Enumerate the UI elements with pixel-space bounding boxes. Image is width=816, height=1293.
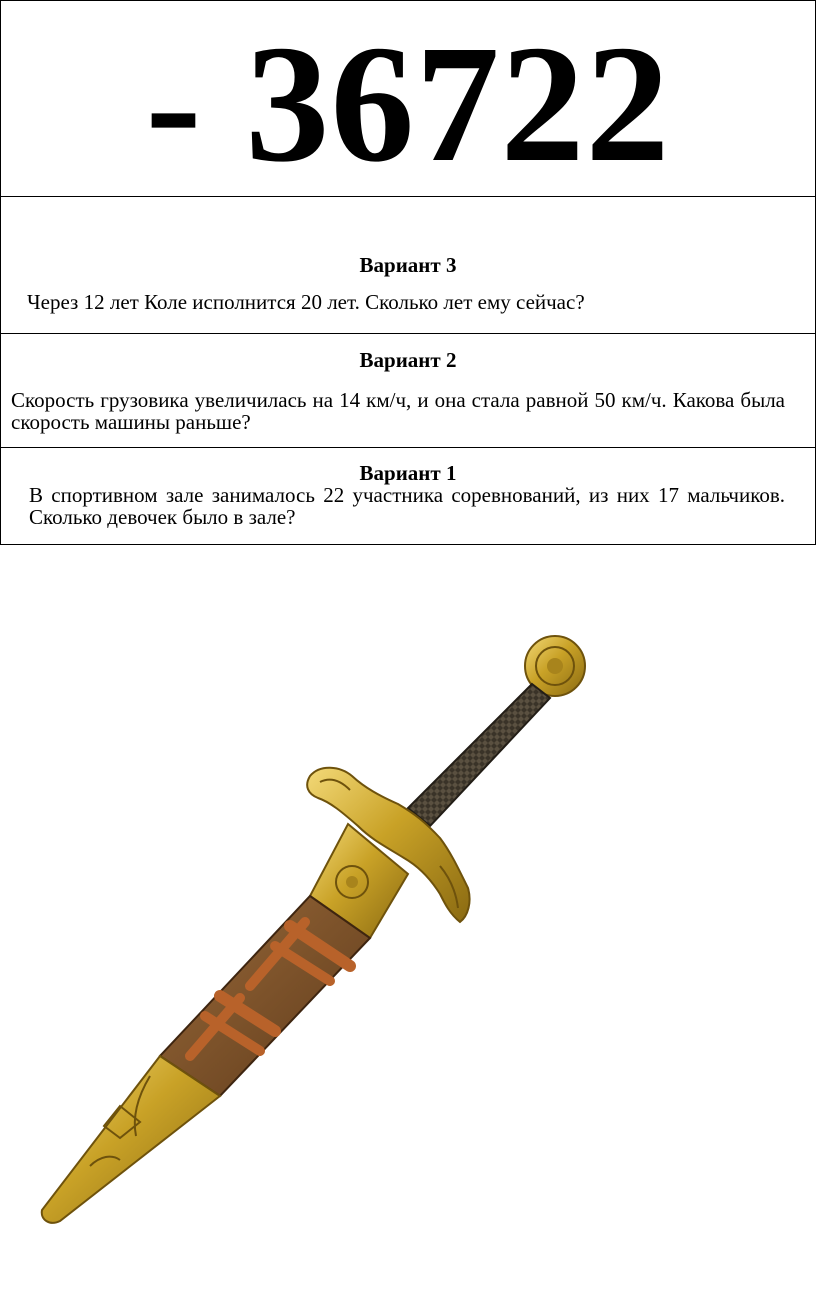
big-number: - 36722 (145, 11, 671, 197)
dagger-sheath (42, 824, 408, 1223)
variant-1-title: Вариант 1 (359, 461, 457, 485)
variant-3-title: Вариант 3 (359, 253, 457, 277)
variant-1-text: В спортивном зале занималось 22 участника соревнований, из них 17 мальчиков. Сколько девочек было в зале? (29, 483, 785, 529)
number-cell (0, 0, 816, 197)
variant-2-cell (0, 333, 816, 448)
dagger-grip (408, 684, 550, 826)
variant-2-text: Скорость грузовика увеличилась на 14 км/ч, и она стала равной 50 км/ч. Какова была скорость машины раньше? (11, 388, 785, 434)
variant-3-text: Через 12 лет Коле исполнится 20 лет. Сколько лет ему сейчас? (27, 290, 585, 314)
variant-2-title: Вариант 2 (359, 348, 457, 372)
variant-3-cell (0, 196, 816, 334)
variant-1-cell (0, 447, 816, 545)
dagger-icon (20, 626, 600, 1236)
